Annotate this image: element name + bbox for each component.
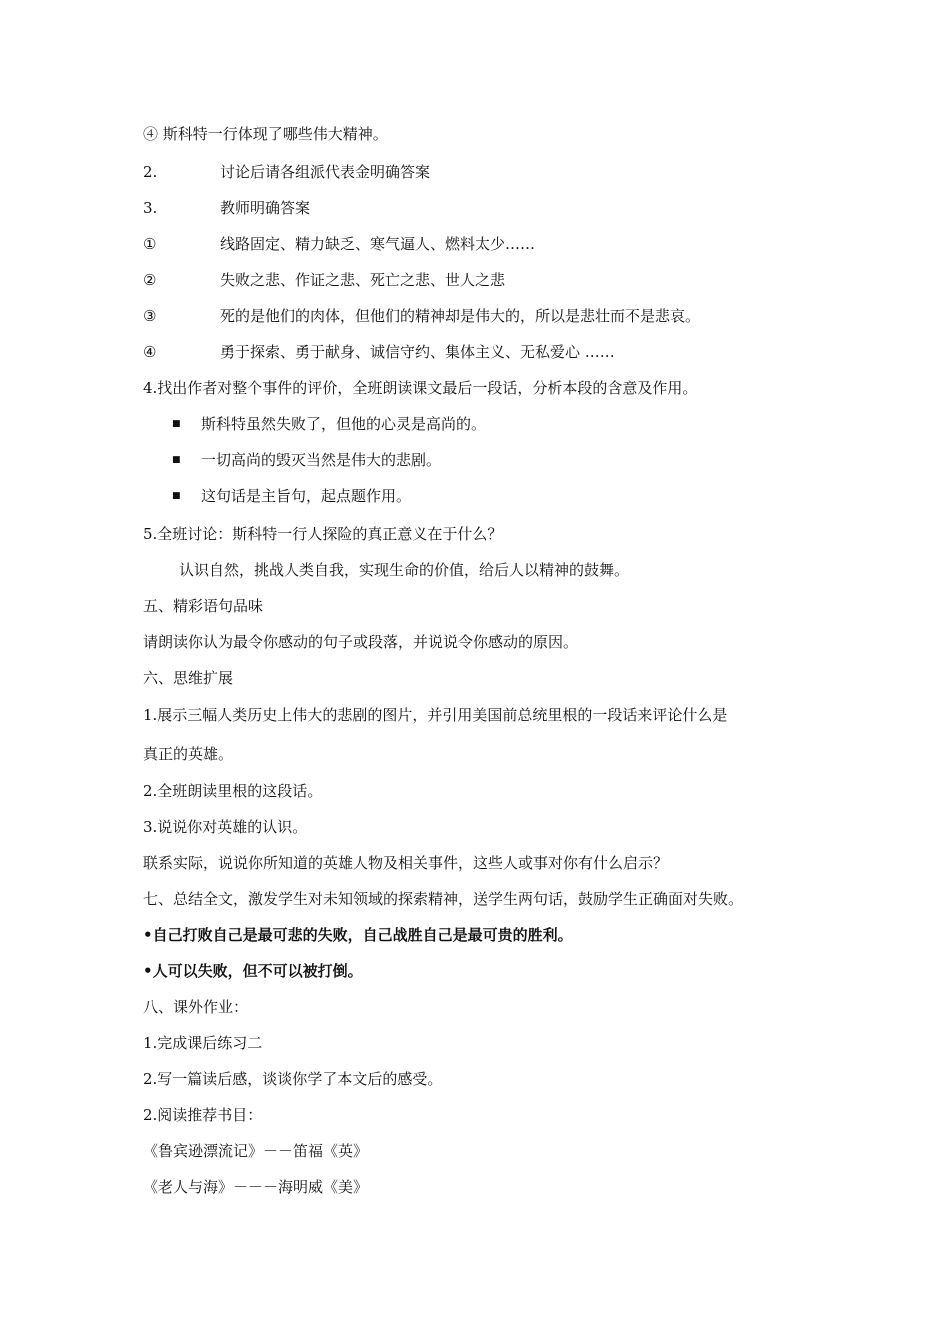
- item-5: 5.全班讨论：斯科特一行人探险的真正意义在于什么？: [143, 525, 503, 543]
- section-6-item-1-cont: 真正的英雄。: [143, 745, 234, 763]
- answer-text: 失败之悲、作证之悲、死亡之悲、世人之悲: [220, 271, 506, 289]
- step-number: 2.: [143, 163, 158, 181]
- bullet-text: 斯科特虽然失败了，但他的心灵是高尚的。: [201, 415, 487, 433]
- section-6-item-3: 3.说说你对英雄的认识。: [143, 818, 308, 836]
- item-5-answer: 认识自然，挑战人类自我，实现生命的价值，给后人以精神的鼓舞。: [179, 561, 630, 579]
- section-6-item-4: 联系实际，说说你所知道的英雄人物及相关事件，这些人或事对你有什么启示？: [143, 854, 669, 872]
- section-5-text: 请朗读你认为最令你感动的句子或段落，并说说令你感动的原因。: [143, 633, 579, 651]
- bullet-icon: ■: [172, 419, 181, 429]
- section-6-title: 六、思维扩展: [143, 669, 234, 687]
- quote: •人可以失败，但不可以被打倒。: [143, 962, 363, 980]
- answer-number: ③: [143, 307, 157, 325]
- book-item: 《鲁宾逊漂流记》－－笛福《英》: [143, 1142, 369, 1160]
- section-8-title: 八、课外作业：: [143, 998, 249, 1016]
- section-6-item-1: 1.展示三幅人类历史上伟大的悲剧的图片，并引用美国前总统里根的一段话来评论什么是: [143, 706, 728, 724]
- item-4: 4.找出作者对整个事件的评价，全班朗读课文最后一段话，分析本段的含意及作用。: [143, 379, 698, 397]
- bullet-text: 一切高尚的毁灭当然是伟大的悲剧。: [201, 451, 442, 469]
- answer-text: 线路固定、精力缺乏、寒气逼人、燃料太少……: [220, 235, 536, 253]
- section-5-title: 五、精彩语句品味: [143, 597, 264, 615]
- answer-number: ①: [143, 235, 157, 253]
- answer-number: ④: [143, 343, 157, 361]
- step-text: 教师明确答案: [220, 199, 311, 217]
- book-item: 《老人与海》－－－海明威《美》: [143, 1178, 369, 1196]
- answer-text: 勇于探索、勇于献身、诚信守约、集体主义、无私爱心 ……: [220, 343, 615, 361]
- answer-number: ②: [143, 271, 157, 289]
- section-6-item-2: 2.全班朗读里根的这段话。: [143, 782, 323, 800]
- answer-text: 死的是他们的肉体，但他们的精神却是伟大的，所以是悲壮而不是悲哀。: [220, 307, 701, 325]
- section-7-title: 七、总结全文，激发学生对未知领域的探索精神，送学生两句话，鼓励学生正确面对失败。: [143, 890, 744, 908]
- step-number: 3.: [143, 199, 158, 217]
- homework-item: 1.完成课后练习二: [143, 1034, 263, 1052]
- bullet-text: 这句话是主旨句，起点题作用。: [201, 487, 412, 505]
- question-4: ④ 斯科特一行体现了哪些伟大精神。: [143, 125, 388, 143]
- bullet-icon: ■: [172, 455, 181, 465]
- quote: •自己打败自己是最可悲的失败，自己战胜自己是最可贵的胜利。: [143, 926, 573, 944]
- homework-item: 2.写一篇读后感，谈谈你学了本文后的感受。: [143, 1070, 443, 1088]
- homework-item: 2.阅读推荐书目：: [143, 1106, 263, 1124]
- step-text: 讨论后请各组派代表金明确答案: [220, 163, 431, 181]
- bullet-icon: ■: [172, 491, 181, 501]
